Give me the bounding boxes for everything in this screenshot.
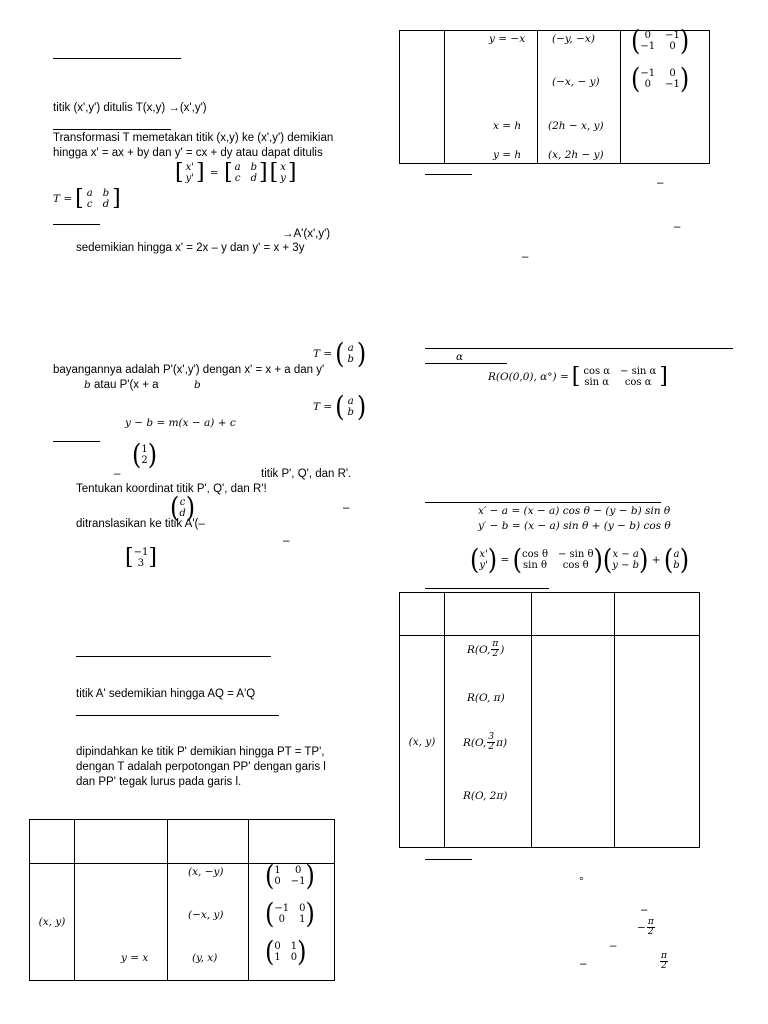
translated-text: ditranslasikan ke titik A'(– — [76, 518, 205, 530]
vector-cd: ( c d ) — [170, 491, 196, 525]
matrix-y-eq-x: ( 0 1 1 0 ) — [265, 935, 307, 969]
dash: – — [657, 177, 664, 189]
dash: – — [641, 904, 648, 916]
rotation-vector-form: ( x' y' ) = ( cos θ − sin θ sin θ cos θ ) ( x − a y − b ) + ( a b ) — [470, 543, 690, 577]
dash: – — [343, 502, 350, 514]
reflection-table-continued — [399, 24, 710, 164]
rotation-eq-1: x′ − a = (x − a) cos θ − (y − b) sin θ — [478, 505, 671, 517]
section-underline — [53, 224, 100, 225]
notation-line: titik (x',y') ditulis T(x,y) →(x',y') — [53, 102, 207, 114]
table-row: y = −x x = h y = h (−y, −x) (−x, − y) (2h − x, y) (x, 2h − y) ( 0 −1 −1 0 ) ( −1 0 0 −1 ) — [400, 31, 710, 164]
image-text: bayangannya adalah P'(x',y') dengan x' = x + a dan y' — [53, 364, 325, 376]
example-text: sedemikian hingga x' = 2x – y dan y' = x + 3y — [76, 242, 305, 254]
heading-underline — [53, 58, 181, 59]
image-atau: atau P'(x + a — [94, 379, 159, 391]
dash: – — [580, 958, 587, 970]
dash: – — [522, 251, 529, 263]
section-underline — [425, 588, 549, 589]
rotation-pi: R(O, π) — [467, 692, 505, 704]
image-b2: b — [194, 379, 201, 391]
rotation-eq-2: y′ − b = (x − a) sin θ + (y − b) cos θ — [478, 520, 671, 532]
translation-vector: T = ( a b ) — [313, 337, 367, 371]
section-underline — [76, 715, 279, 716]
table-header-row — [30, 820, 335, 864]
section-underline — [76, 656, 271, 657]
table-header-row — [400, 593, 700, 636]
section-underline — [425, 502, 661, 503]
section-underline — [425, 859, 472, 860]
neg-pi-over-2: − $\frac{\pi}{2}$ — [637, 917, 654, 937]
vector-neg: [ −1 3 ] — [125, 545, 157, 570]
dash: – — [610, 940, 617, 952]
matrix-origin: ( −1 0 0 −1 ) — [631, 62, 690, 96]
table-row: (x, y) R(O, $\frac{\pi}{2}$ ) R(O, π) R(O, $\frac{3}{2}$ π) R(O, 2π) — [400, 636, 700, 848]
rhs-vector: x y — [280, 162, 286, 184]
vector-half: ( 1 2 ) — [132, 438, 158, 472]
matrix-y-eq-neg-x: ( 0 −1 −1 0 ) — [631, 24, 690, 58]
points-text: titik P', Q', dan R'. — [261, 468, 352, 480]
section-underline — [53, 441, 100, 442]
moved-text-1: dipindahkan ke titik P' demikian hingga PT = TP', — [76, 746, 325, 758]
t-matrix: T = [ a b c d ] — [53, 186, 121, 211]
section-rule — [425, 348, 733, 349]
rotation-2pi: R(O, 2π) — [463, 790, 508, 802]
degree-sign: ° — [579, 876, 584, 888]
dash: – — [114, 468, 121, 480]
coef-matrix: a b c d — [234, 162, 258, 184]
matrix-equation: [ x' y' ] = [ a b c d ] [ x y ] — [175, 160, 297, 185]
lhs-vector: x' y' — [185, 162, 194, 184]
reflection-table — [29, 819, 335, 981]
matrix-x-axis: ( 1 0 0 −1 ) — [265, 859, 315, 893]
pi-over-2: $\frac{\pi}{2}$ — [661, 951, 667, 971]
table-row: (x, y) y = x (x, −y) (−x, y) (y, x) ( 1 0 0 −1 ) ( −1 0 0 1 ) ( 0 1 1 0 ) — [30, 864, 335, 981]
moved-text-2: dengan T adalah perpotongan PP' dengan garis l — [76, 761, 326, 773]
rotation-3pi-over-2: R(O, $\frac{3}{2}$ π) — [463, 732, 508, 752]
rotation-table — [399, 592, 700, 848]
reflection-text: titik A' sedemikian hingga AQ = A'Q — [76, 688, 256, 700]
image-b: b — [84, 379, 91, 391]
line-equation: y − b = m(x − a) + c — [125, 417, 236, 429]
section-underline — [425, 363, 507, 364]
arrow-a-prime: →A'(x',y') — [282, 228, 331, 240]
transform-text-2: hingga x' = ax + by dan y' = cx + dy atau dapat ditulis — [53, 147, 323, 159]
dash: – — [283, 535, 290, 547]
moved-text-3: dan PP' tegak lurus pada garis l. — [76, 776, 242, 788]
rotation-pi-over-2: R(O, $\frac{\pi}{2}$ ) — [467, 639, 505, 659]
rotation-matrix: R(O(0,0), α°) = [ cos α − sin α sin α cos α ] — [488, 364, 668, 389]
matrix-y-axis: ( −1 0 0 1 ) — [265, 897, 315, 931]
task-text: Tentukan koordinat titik P', Q', dan R'! — [76, 483, 267, 495]
dash: – — [674, 221, 681, 233]
section-underline — [53, 129, 171, 130]
transform-text-1: Transformasi T memetakan titik (x,y) ke (x',y') demikian — [53, 132, 334, 144]
translation-vector-2: T = ( a b ) — [313, 390, 367, 424]
section-underline — [425, 174, 472, 175]
alpha-label: α — [456, 351, 464, 363]
